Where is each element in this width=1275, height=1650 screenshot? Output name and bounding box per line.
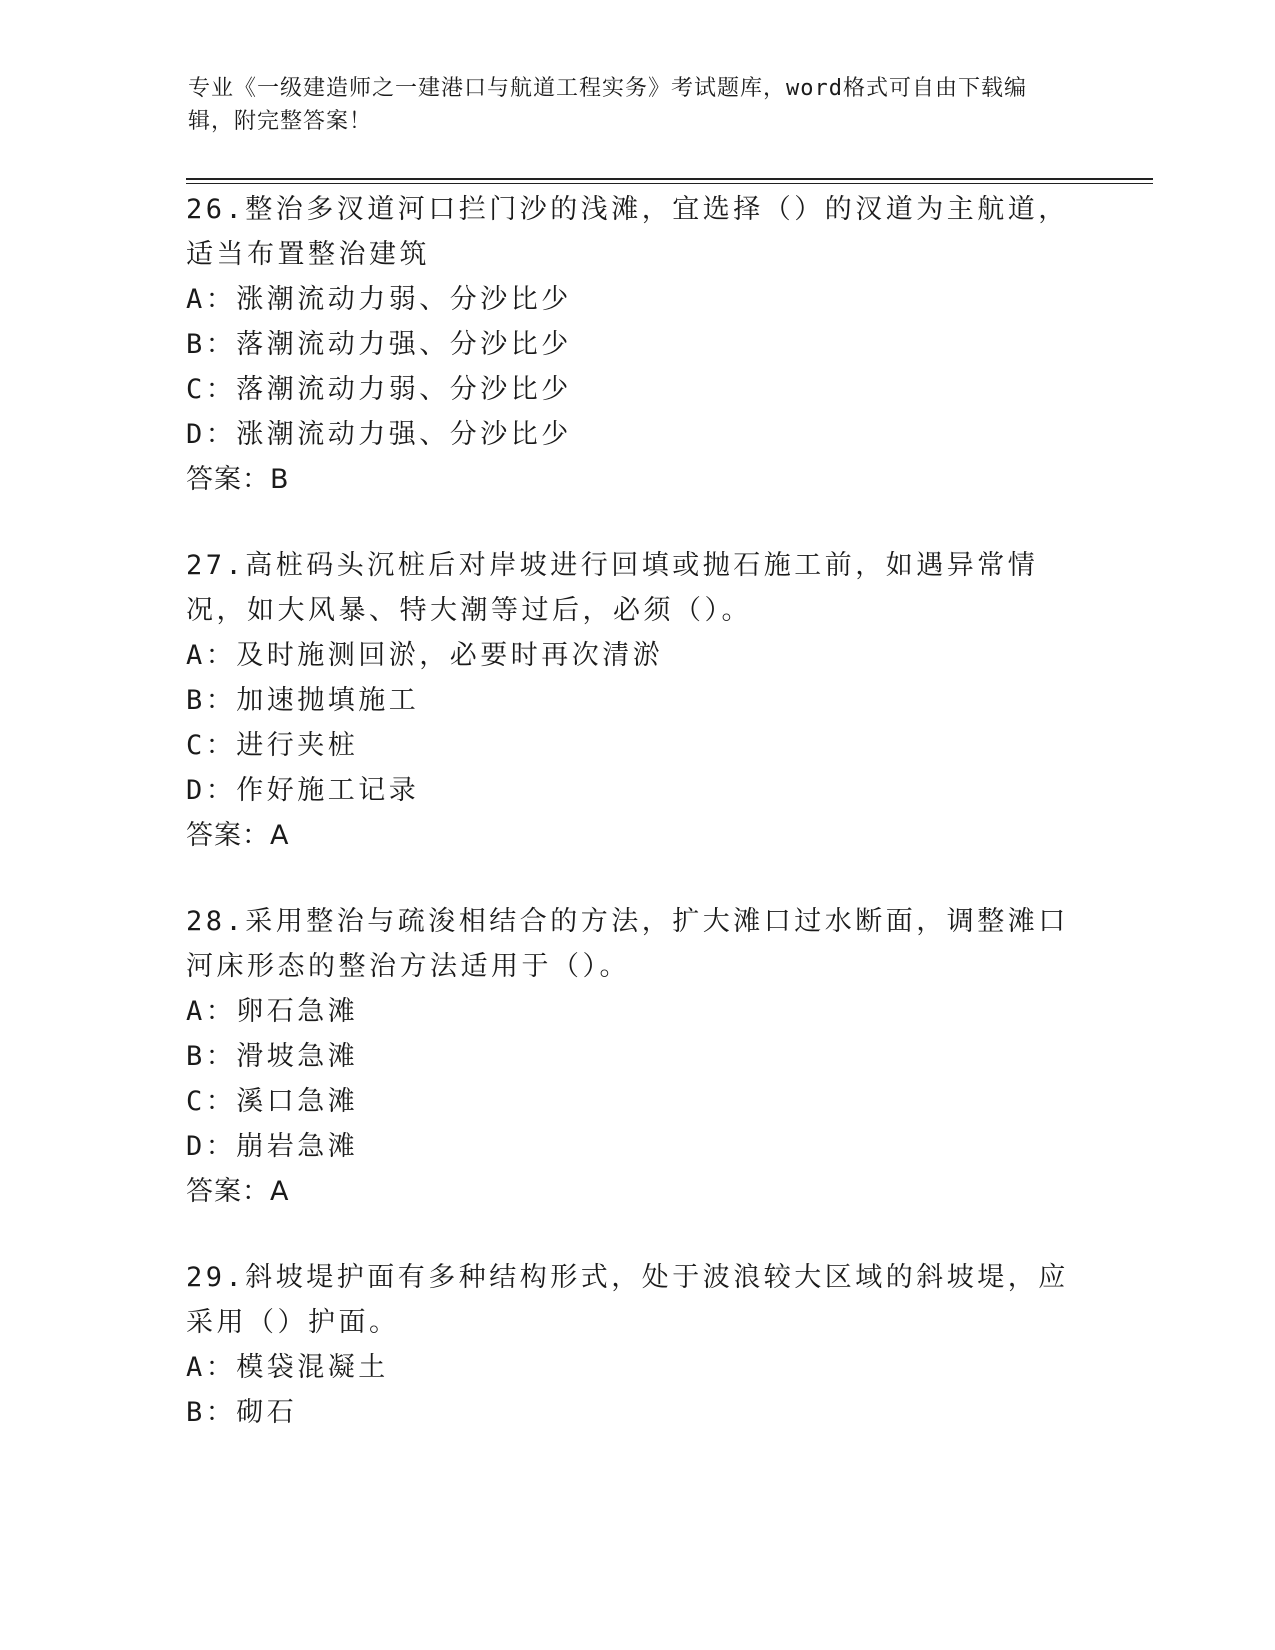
header-divider-thick [186, 178, 1153, 180]
question-text: 28.采用整治与疏浚相结合的方法，扩大滩口过水断面，调整滩口河床形态的整治方法适用于（）。 [186, 906, 1069, 982]
option-c: C：溪口急滩 [186, 1086, 359, 1117]
question-26 [186, 187, 1076, 502]
option-c: C：进行夹桩 [186, 730, 359, 761]
option-a: A：及时施测回淤，必要时再次清淤 [186, 640, 664, 671]
answer: 答案：B [186, 464, 290, 495]
question-29 [186, 1255, 1076, 1435]
option-b: B：加速抛填施工 [186, 685, 420, 716]
option-d: D：崩岩急滩 [186, 1131, 359, 1162]
option-b: B：砌石 [186, 1397, 298, 1428]
question-text: 27.高桩码头沉桩后对岸坡进行回填或抛石施工前，如遇异常情况，如大风暴、特大潮等过后，必须（）。 [186, 550, 1039, 626]
answer: 答案：A [186, 820, 290, 851]
question-28 [186, 899, 1076, 1214]
question-list [186, 187, 1076, 1476]
document-header: 专业《一级建造师之一建港口与航道工程实务》考试题库，word格式可自由下载编辑，附完整答案！ [188, 76, 1027, 134]
option-a: A：模袋混凝土 [186, 1352, 389, 1383]
question-27 [186, 543, 1076, 858]
option-b: B：滑坡急滩 [186, 1041, 359, 1072]
header-divider-thin [186, 183, 1153, 184]
option-d: D：作好施工记录 [186, 775, 420, 806]
option-c: C：落潮流动力弱、分沙比少 [186, 374, 572, 405]
option-a: A：卵石急滩 [186, 996, 359, 1027]
option-b: B：落潮流动力强、分沙比少 [186, 329, 572, 360]
option-a: A：涨潮流动力弱、分沙比少 [186, 284, 572, 315]
question-text: 29.斜坡堤护面有多种结构形式，处于波浪较大区域的斜坡堤，应采用（）护面。 [186, 1262, 1069, 1338]
question-text: 26.整治多汊道河口拦门沙的浅滩，宜选择（）的汊道为主航道，适当布置整治建筑 [186, 194, 1069, 270]
answer: 答案：A [186, 1176, 290, 1207]
option-d: D：涨潮流动力强、分沙比少 [186, 419, 572, 450]
